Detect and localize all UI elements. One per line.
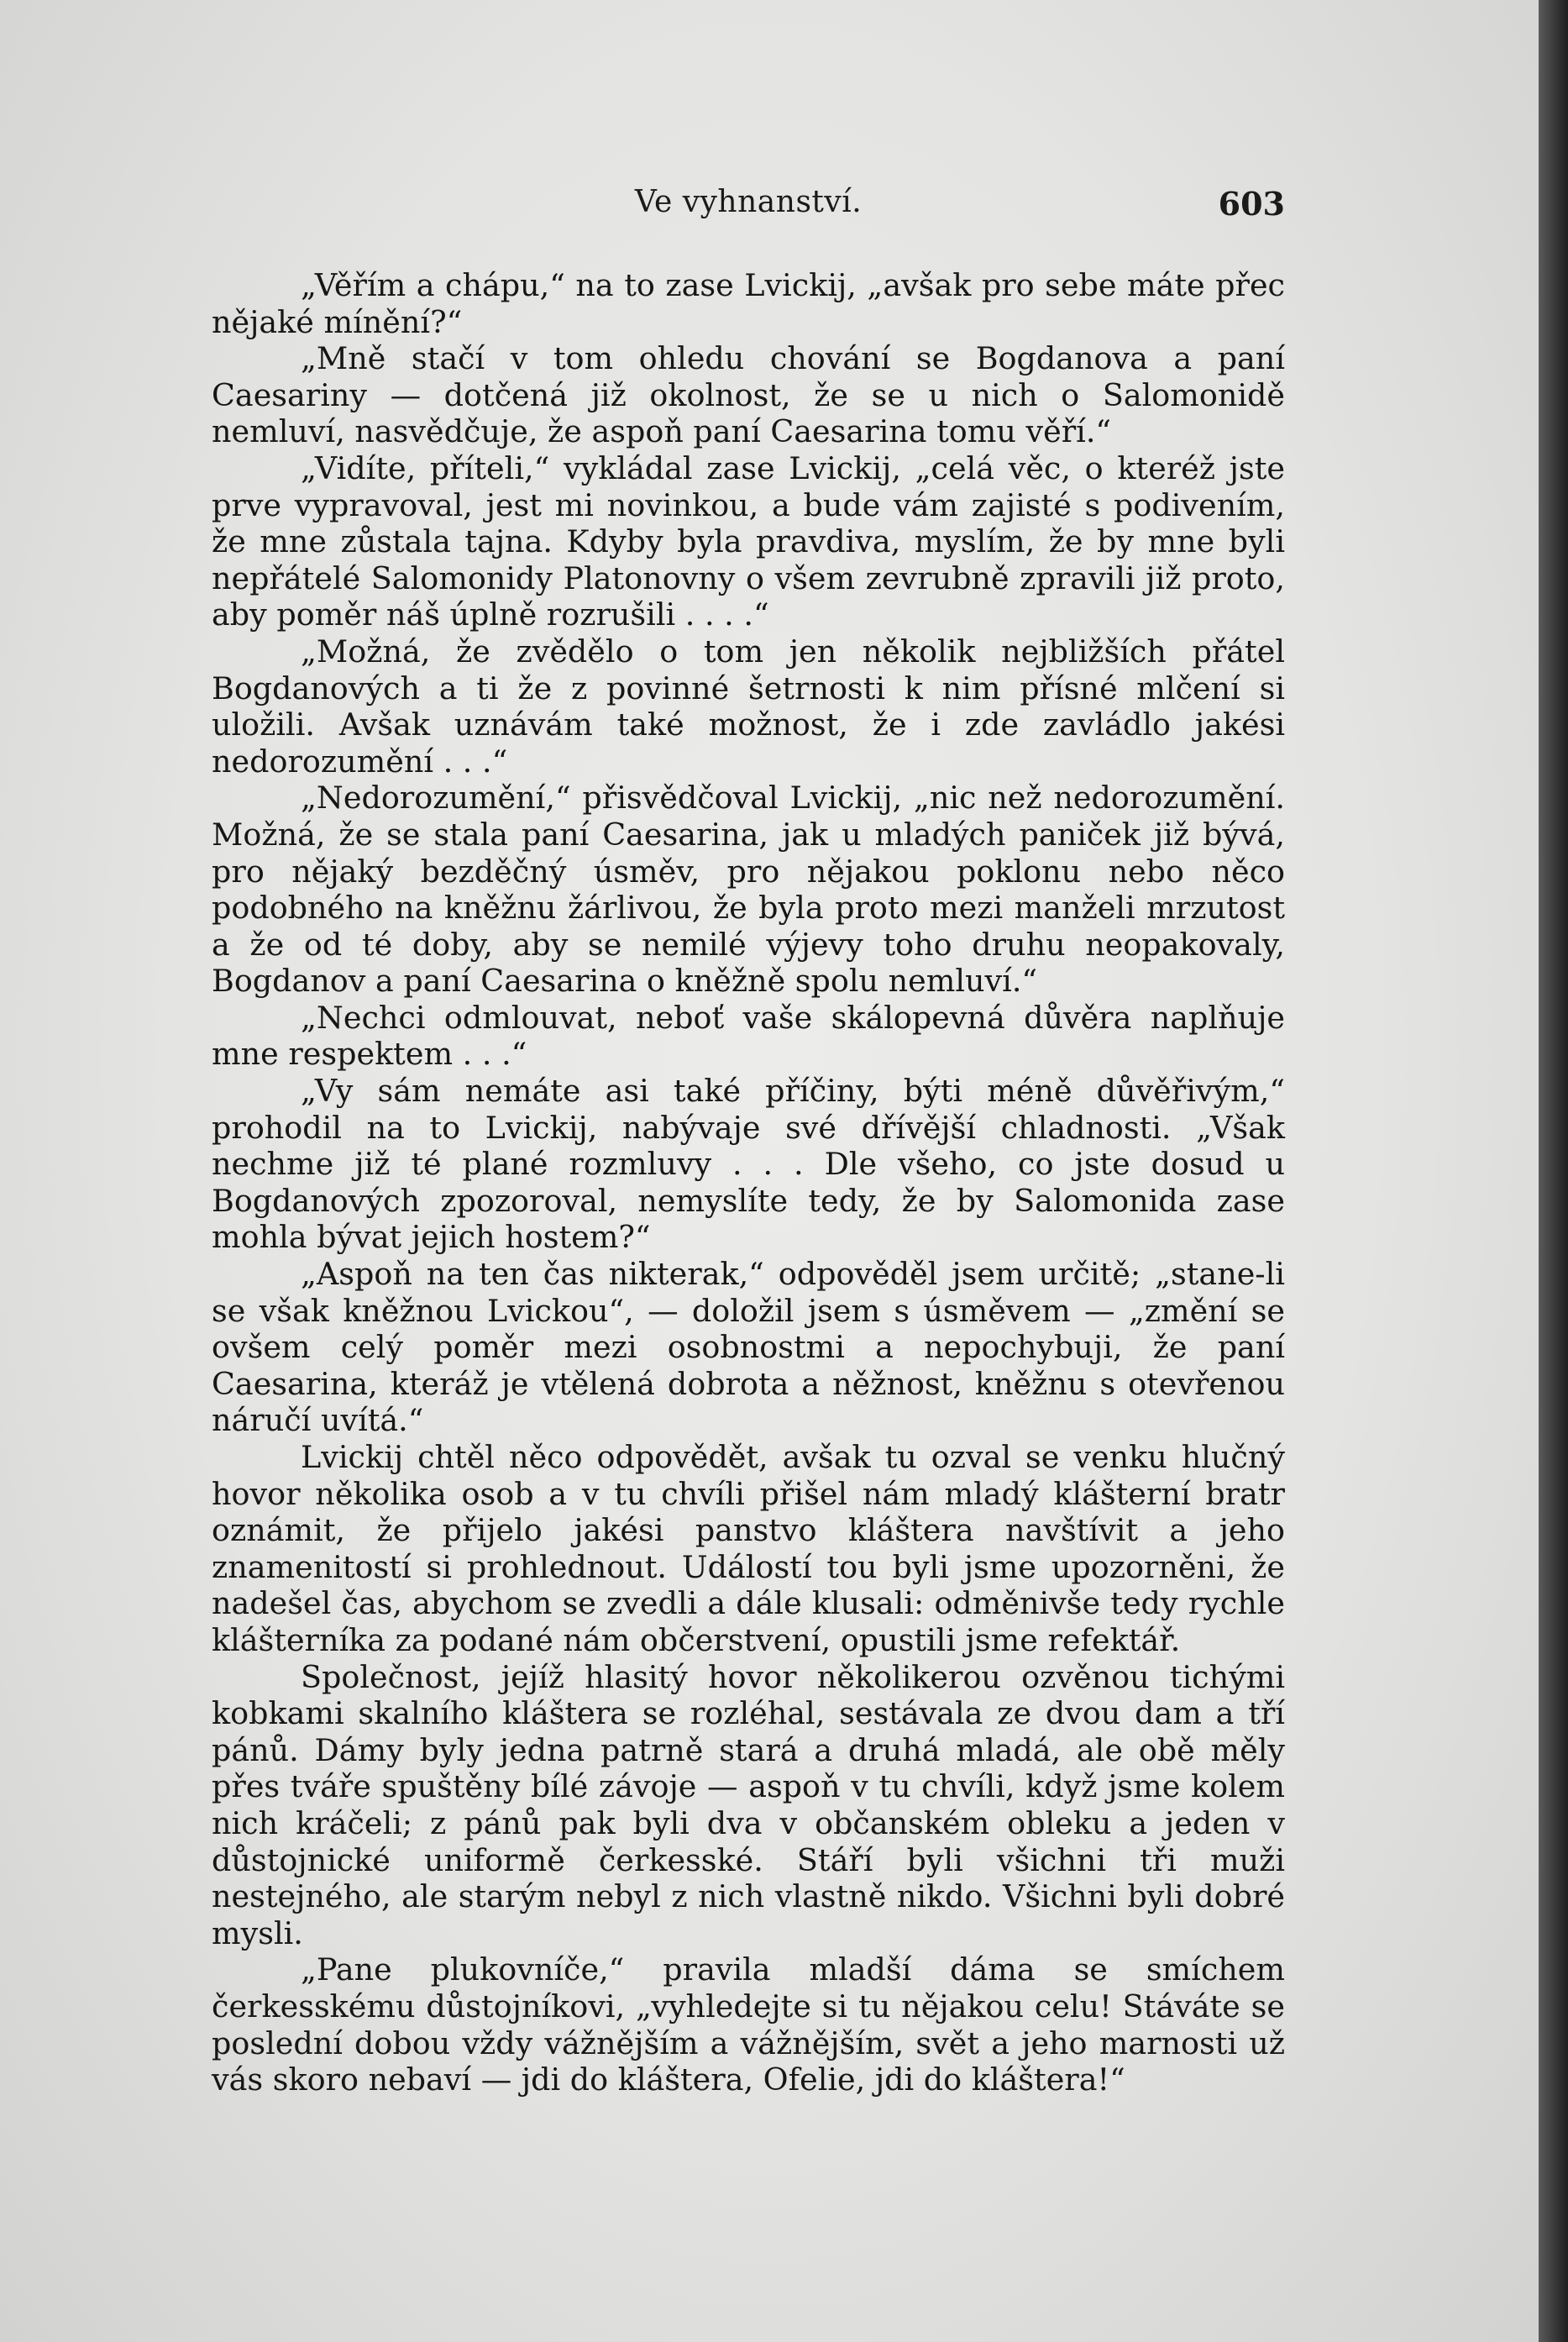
body-text: [212, 267, 1285, 2098]
paragraph: „Věřím a chápu,“ na to zase Lvickij, „avšak pro sebe máte přec nějaké mínění?“: [212, 267, 1285, 340]
paragraph: „Nedorozumění,“ přisvědčoval Lvickij, „nic než nedorozumění. Možná, že se stala paní Caesarina, jak u mladých paniček již bývá, pro nějaký bezděčný úsměv, pro nějakou poklonu nebo něco podobného na kněžnu žárlivou, že byla proto mezi manželi mrzutost a že od té doby, aby se nemilé výjevy toho druhu neopakovaly, Bogdanov a paní Caesarina o kněžně spolu nemluví.“: [212, 780, 1285, 1000]
page-number: 603: [1218, 185, 1285, 223]
binding-edge-shadow: [1539, 0, 1568, 2342]
paragraph: „Vy sám nemáte asi také příčiny, býti méně důvěřivým,“ prohodil na to Lvickij, nabývaje své dřívější chladnosti. „Však nechme již té plané rozmluvy . . . Dle všeho, co jste dosud u Bogdanových zpozoroval, nemyslíte tedy, že by Salomonida zase mohla bývat jejich hostem?“: [212, 1073, 1285, 1256]
paragraph: „Nechci odmlouvat, neboť vaše skálopevná důvěra naplňuje mne respektem . . .“: [212, 999, 1285, 1073]
paragraph: „Aspoň na ten čas nikterak,“ odpověděl jsem určitě; „stane-li se však kněžnou Lvickou“, — doložil jsem s úsměvem — „změní se ovšem celý poměr mezi osobnostmi a nepochybuji, že paní Caesarina, kteráž je vtělená dobrota a něžnost, kněžnu s otevřenou náručí uvítá.“: [212, 1256, 1285, 1439]
paragraph: „Mně stačí v tom ohledu chování se Bogdanova a paní Caesariny — dotčená již okolnost, že se u nich o Salomonidě nemluví, nasvědčuje, že aspoň paní Caesarina tomu věří.“: [212, 340, 1285, 450]
paragraph: „Vidíte, příteli,“ vykládal zase Lvickij, „celá věc, o kteréž jste prve vypravoval, jest mi novinkou, a bude vám zajisté s podivením, že mne zůstala tajna. Kdyby byla pravdiva, myslím, že by mne byli nepřátelé Salomonidy Platonovny o všem zevrubně zpravili již proto, aby poměr náš úplně rozrušili . . . .“: [212, 449, 1285, 633]
running-title: Ve vyhnanství.: [634, 185, 863, 219]
paragraph: Lvickij chtěl něco odpovědět, avšak tu ozval se venku hlučný hovor několika osob a v tu chvíli přišel nám mladý klášterní bratr oznámit, že přijelo jakési panstvo kláštera navštívit a jeho znamenitostí si prohlednout. Událostí tou byli jsme upozorněni, že nadešel čas, abychom se zvedli a dále klusali: odměnivše tedy rychle klášterníka za podané nám občerstvení, opustili jsme refektář.: [212, 1439, 1285, 1658]
paragraph: „Pane plukovníče,“ pravila mladší dáma se smíchem čerkesskému důstojníkovi, „vyhledejte si tu nějakou celu! Stáváte se poslední dobou vždy vážnějším a vážnějším, svět a jeho marnosti už vás skoro nebaví — jdi do kláštera, Ofelie, jdi do kláštera!“: [212, 1951, 1285, 2098]
paragraph: „Možná, že zvědělo o tom jen několik nejbližších přátel Bogdanových a ti že z povinné šetrnosti k nim přísné mlčení si uložili. Avšak uznávám také možnost, že i zde zavládlo jakési nedorozumění . . .“: [212, 633, 1285, 780]
paragraph: Společnost, jejíž hlasitý hovor několikerou ozvěnou tichými kobkami skalního kláštera se rozléhal, sestávala ze dvou dam a tří pánů. Dámy byly jedna patrně stará a druhá mladá, ale obě měly přes tváře spuštěny bílé závoje — aspoň v tu chvíli, když jsme kolem nich kráčeli; z pánů pak byli dva v občanském obleku a jeden v důstojnické uniformě čerkesské. Stáří byli všichni tři muži nestejného, ale starým nebyl z nich vlastně nikdo. Všichni byli dobré mysli.: [212, 1658, 1285, 1951]
page-header: [212, 185, 1285, 235]
